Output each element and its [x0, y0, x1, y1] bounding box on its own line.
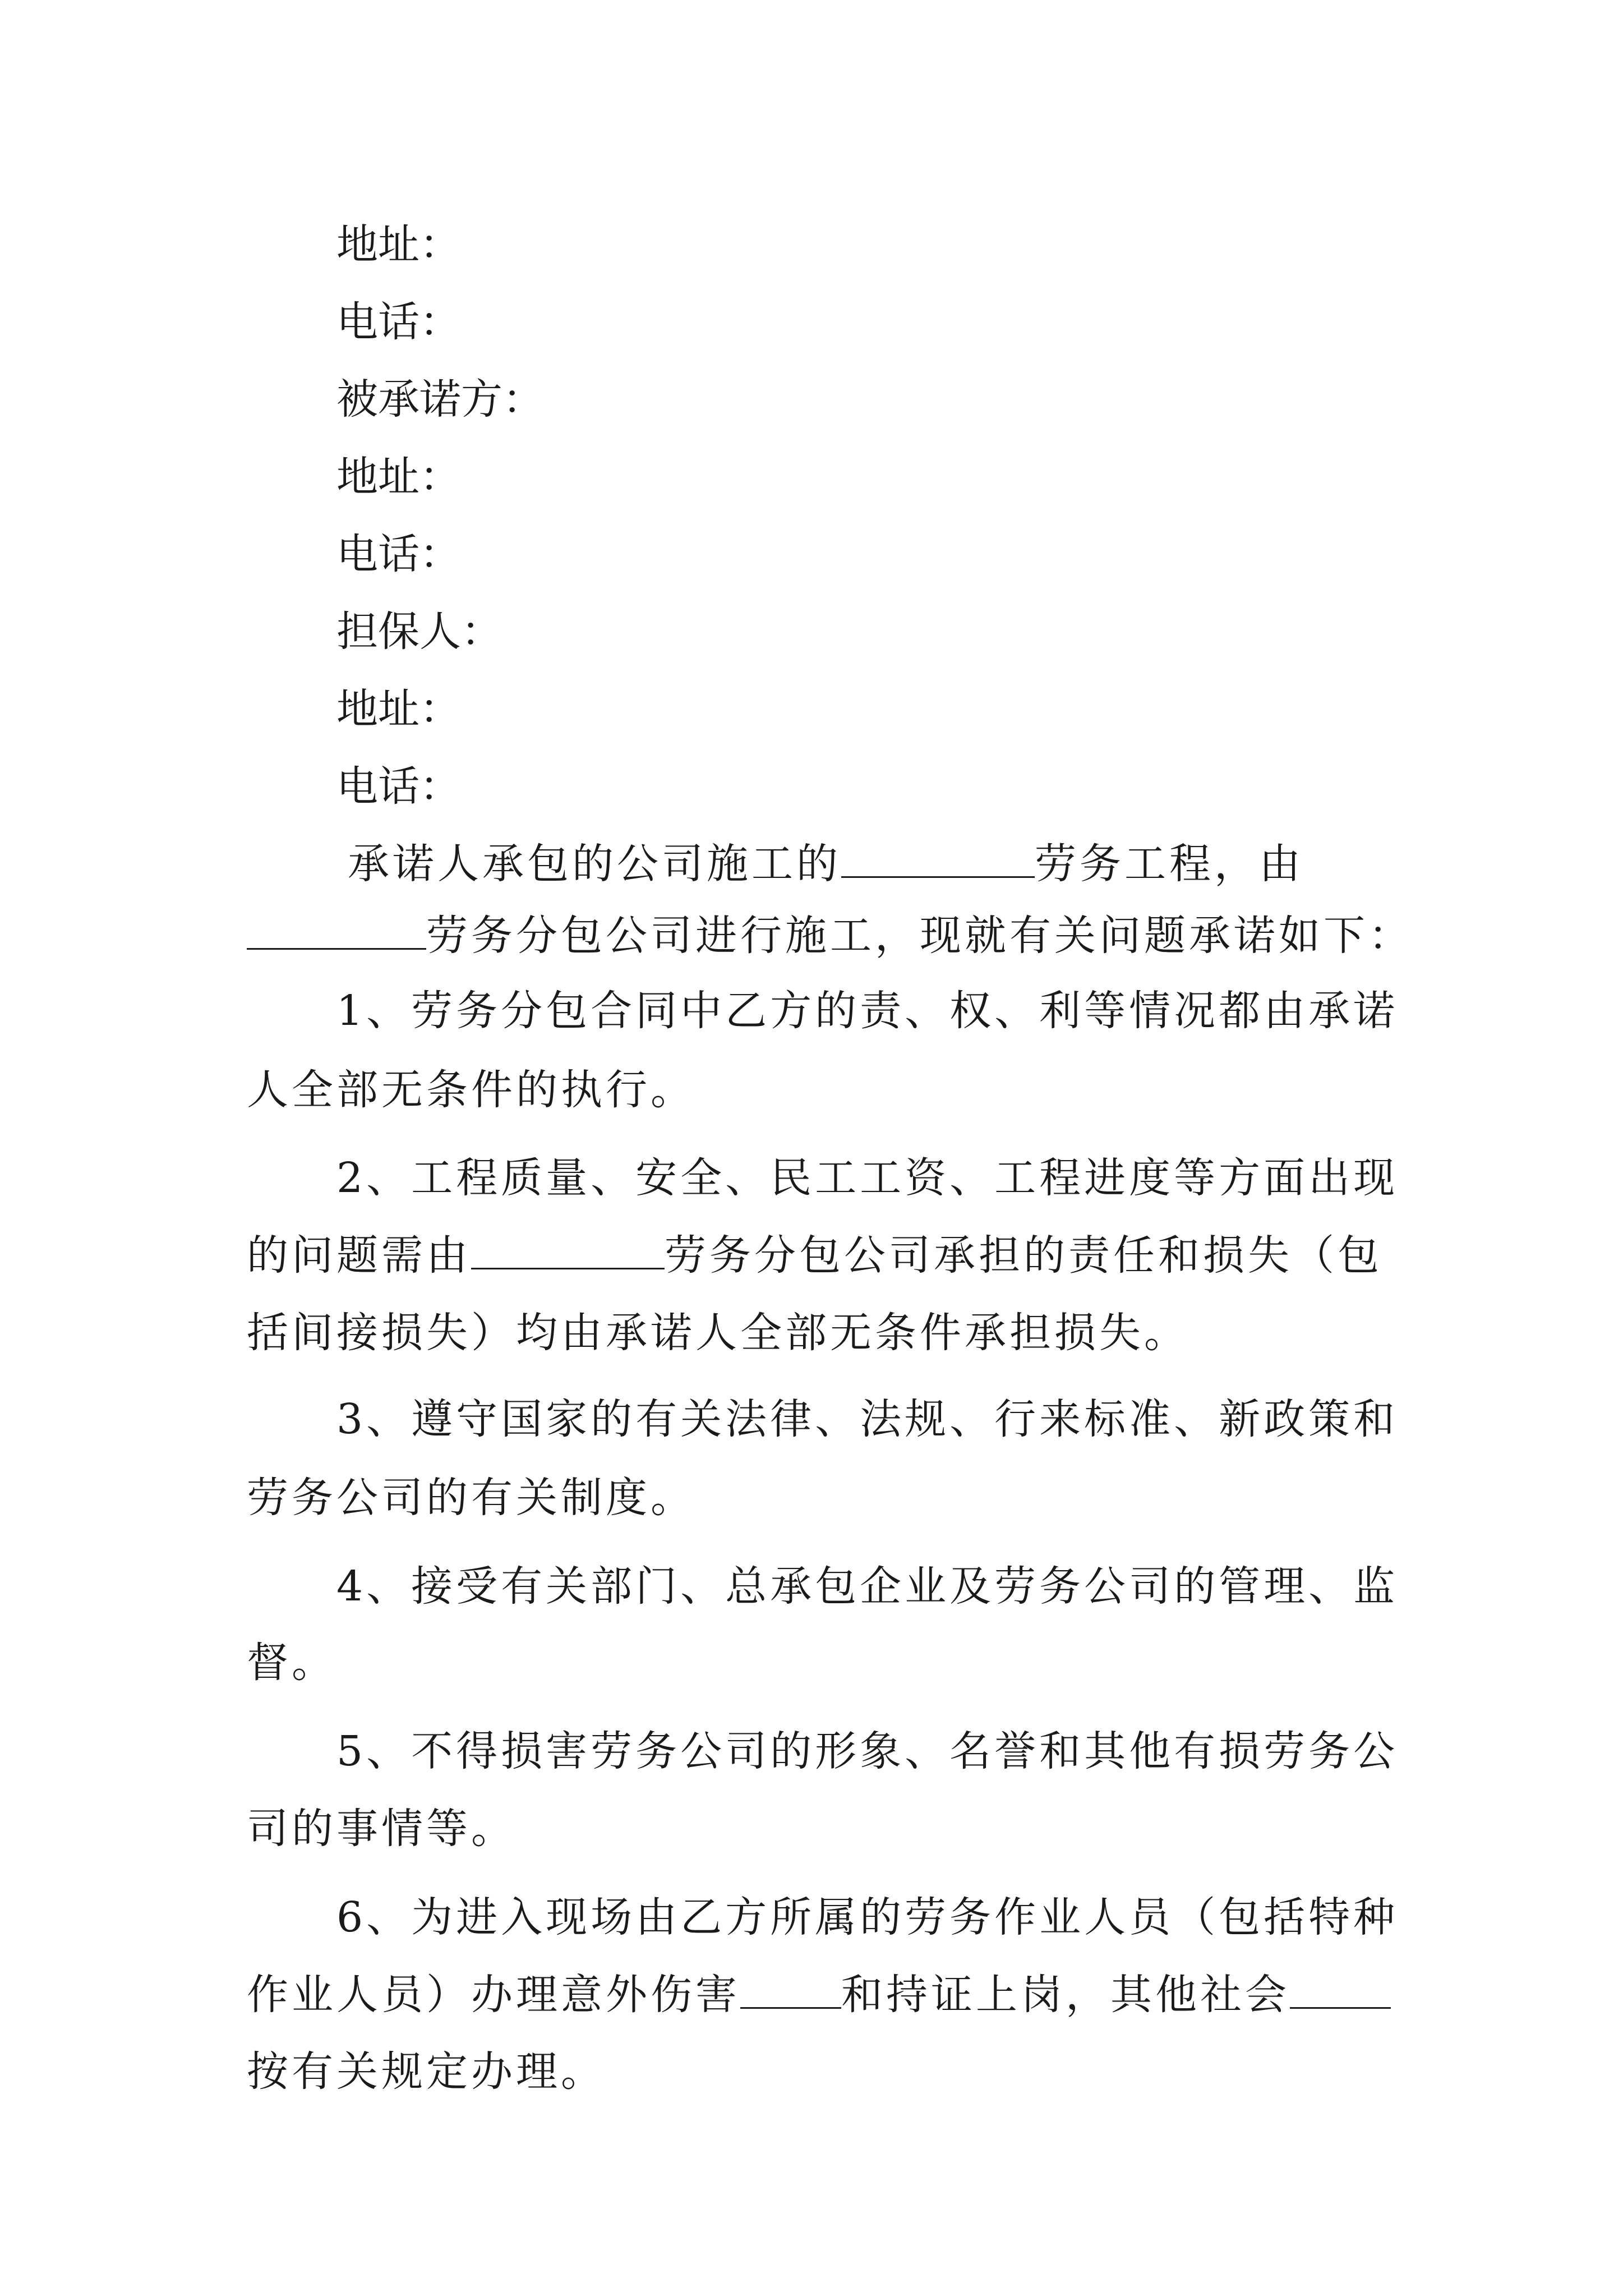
item-6-line-3: 按有关规定办理。	[247, 2047, 606, 2096]
project-name-blank	[841, 841, 1035, 878]
intro-text-c: 劳务分包公司进行施工，现就有关问题承诺如下：	[426, 912, 1413, 960]
intro-line-2	[247, 908, 1413, 964]
intro-text-b: 劳务工程，由	[1035, 840, 1304, 888]
item-5-line-2: 司的事情等。	[247, 1805, 516, 1853]
promisee-label: 被承诺方：	[336, 375, 544, 424]
promisor-phone-label: 电话：	[336, 298, 461, 346]
guarantor-phone-label: 电话：	[336, 762, 461, 811]
item-6-line-2	[247, 1967, 1377, 2023]
item-4-line-1: 4、接受有关部门、总承包企业及劳务公司的管理、监	[336, 1562, 1399, 1611]
promisee-address-label: 地址：	[336, 453, 461, 501]
item-2-company-blank	[471, 1233, 665, 1269]
item-1-line-2: 人全部无条件的执行。	[247, 1066, 695, 1114]
insurance-blank	[740, 1972, 841, 2009]
item-5-line-1: 5、不得损害劳务公司的形象、名誉和其他有损劳务公	[336, 1727, 1399, 1775]
item-6-text-a: 作业人员）办理意外伤害	[247, 1971, 740, 2019]
subcontractor-name-blank	[247, 913, 426, 950]
item-2-line-2	[247, 1227, 1382, 1283]
item-6-text-b: 和持证上岗，其他社会	[841, 1971, 1290, 2019]
guarantor-address-label: 地址：	[336, 685, 461, 733]
item-4-line-2: 督。	[247, 1639, 336, 1687]
promisor-address-label: 地址：	[336, 220, 461, 269]
item-2-text-b: 劳务分包公司承担的责任和损失（包	[665, 1231, 1382, 1280]
item-1-line-1: 1、劳务分包合同中乙方的责、权、利等情况都由承诺	[336, 987, 1399, 1035]
item-3-line-1: 3、遵守国家的有关法律、法规、行来标准、新政策和	[336, 1395, 1399, 1443]
item-2-line-1: 2、工程质量、安全、民工工资、工程进度等方面出现	[336, 1154, 1399, 1202]
item-2-line-3: 括间接损失）均由承诺人全部无条件承担损失。	[247, 1309, 1189, 1357]
item-6-line-1: 6、为进入现场由乙方所属的劳务作业人员（包括特种	[336, 1893, 1399, 1941]
item-3-line-2: 劳务公司的有关制度。	[247, 1474, 695, 1522]
intro-line-1	[348, 836, 1377, 892]
guarantor-label: 担保人：	[336, 608, 502, 656]
promisee-phone-label: 电话：	[336, 530, 461, 578]
intro-text-a: 承诺人承包的公司施工的	[348, 840, 841, 888]
social-insurance-blank	[1290, 1972, 1391, 2009]
item-2-text-a: 的问题需由	[247, 1231, 471, 1280]
